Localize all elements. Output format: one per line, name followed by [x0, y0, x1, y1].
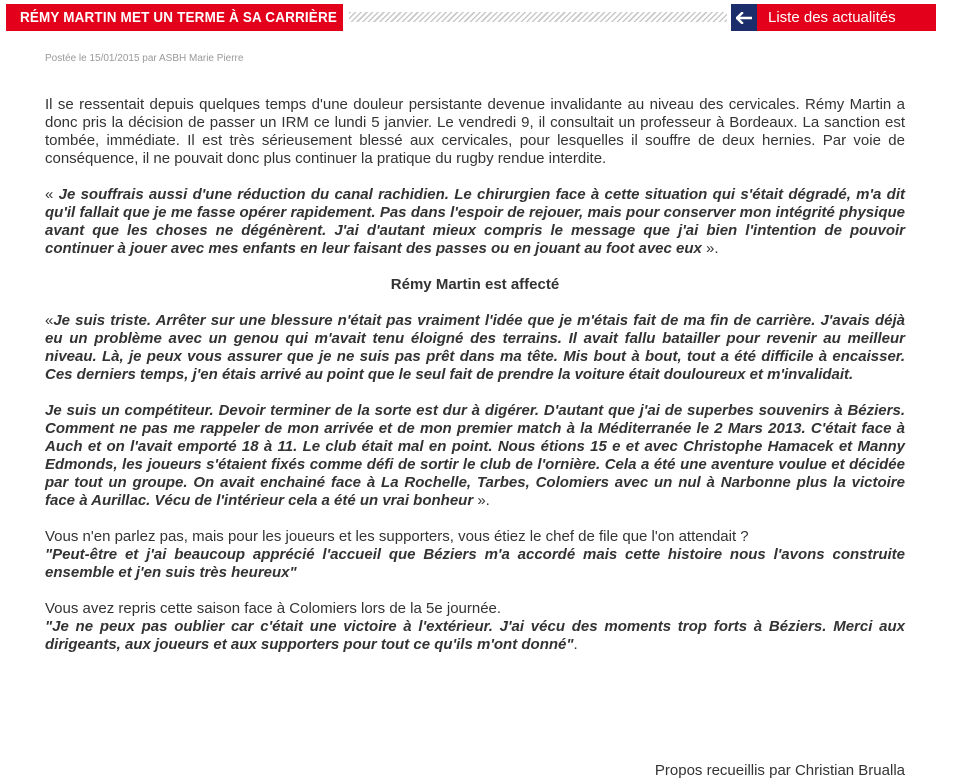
arrow-left-icon	[731, 4, 757, 31]
article-signature: Propos recueillis par Christian Brualla	[654, 762, 905, 779]
section-subtitle: Rémy Martin est affecté	[390, 276, 560, 293]
quote-text: Je suis un compétiteur. Devoir terminer de la sorte est dur à digérer. D'autant que j'ai de superbes souvenirs à Béziers. Comment ne pas me rappeler de mon arrivée et de mon premier match à la Méditerranée le 2 Mars 2013. C'était face à Auch et on l'avait emporté 18 à 11. Le club était mal en point. Nous étions 15 e et avec Christophe Hamacek et Manny Edmonds, les joueurs s'étaient fixés comme défi de sortir le club de l'ornière. Cela a été une aventure voulue et décidée par tout un groupe. On avait enchainé face à La Rochelle, Tarbes, Colomiers avec un nul à Narbonne plus la victoire face à Aurillac. Vécu de l'intérieur cela a été un vrai bonheur	[45, 402, 905, 509]
intro-paragraph: Il se ressentait depuis quelques temps d'une douleur persistante devenue invalidante au niveau des cervicales. Rémy Martin a donc pris la décision de passer un IRM ce lundi 5 janvier. Le vendredi 9, il consultait un professeur à Bordeaux. La sanction est tombée, immédiate. Il est très sérieusement blessé aux cervicales, pour lesquelles il souffre de deux hernies. Par voie de conséquence, il ne pouvait donc plus continuer la pratique du rugby rendue interdite.	[45, 96, 905, 167]
article-title: RÉMY MARTIN MET UN TERME À SA CARRIÈRE	[6, 4, 343, 31]
interview-answer: "Peut-être et j'ai beaucoup apprécié l'accueil que Béziers m'a accordé mais cette histoire nous l'avons construite ensemble et j'en suis très heureux"	[45, 546, 905, 581]
quote-text: Je souffrais aussi d'une réduction du canal rachidien. Le chirurgien face à cette situation qui s'était dégradé, m'a dit qu'il fallait que je me fasse opérer rapidement. Pas dans l'espoir de rejouer, mais pour conserver mon intégrité physique avant que les choses ne dégénèrent. J'ai d'autant mieux compris le message que j'ai bien l'intention de pouvoir continuer à jouer avec mes enfants en leur faisant des passes ou en jouant au foot avec eux	[45, 186, 905, 257]
news-list-button-label: Liste des actualités	[768, 9, 896, 26]
quote-paragraph	[45, 402, 905, 510]
news-list-button[interactable]	[731, 4, 936, 31]
quote-close: ».	[473, 492, 490, 509]
interview-question: Vous avez repris cette saison face à Colomiers lors de la 5e journée.	[45, 600, 502, 617]
header-divider	[349, 12, 727, 22]
interview-answer: "Je ne peux pas oublier car c'était une victoire à l'extérieur. J'ai vécu des moments trop forts à Béziers. Merci aux dirigeants, aux joueurs et aux supporters pour tout ce qu'ils m'ont donné"	[45, 618, 905, 653]
interview-exchange	[45, 528, 905, 582]
quote-text: Je suis triste. Arrêter sur une blessure n'était pas vraiment l'idée que je m'étais fait de ma fin de carrière. J'avais déjà eu un problème avec un genou qui m'avait tenu éloigné des terrains. Il avait fallu batailler pour revenir au meilleur niveau. Là, je peux vous assurer que je ne suis pas prêt dans ma tête. Mis bout à bout, tout a été difficile à encaisser. Ces derniers temps, j'en étais arrivé au point que le seul fait de prendre la voiture était douloureux et m'invalidait.	[45, 312, 905, 383]
quote-paragraph	[45, 312, 905, 384]
article-body	[45, 96, 905, 672]
quote-close: ».	[701, 240, 719, 257]
quote-open: «	[45, 186, 59, 203]
post-meta: Postée le 15/01/2015 par ASBH Marie Pierre	[45, 53, 244, 64]
interview-exchange	[45, 600, 905, 654]
interview-question: Vous n'en parlez pas, mais pour les joueurs et les supporters, vous étiez le chef de file que l'on attendait ?	[45, 528, 749, 545]
answer-end: .	[573, 636, 578, 653]
quote-open: «	[45, 312, 54, 329]
quote-paragraph	[45, 186, 905, 258]
article-header	[0, 0, 954, 34]
